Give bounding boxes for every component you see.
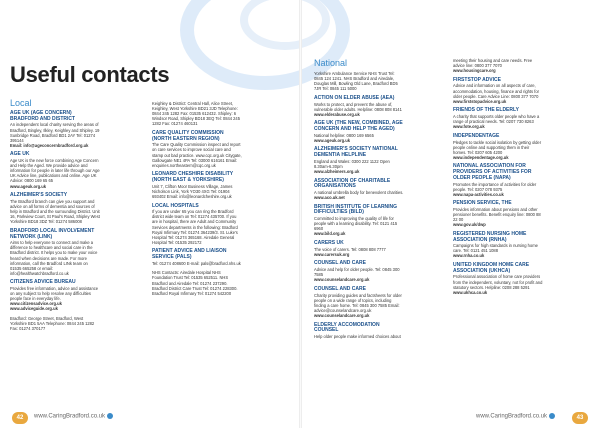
contact-details: Charity providing guides and factsheets for older people on a wide range of topics, including finding a care home. Tel: 0845 300 7585 Email: advice@counselandcare.org.uk [314, 292, 402, 313]
contact-entry [314, 121, 404, 143]
contact-entry [453, 164, 543, 196]
contact-website-link[interactable]: www.counselandcare.org.uk [314, 312, 370, 318]
contact-entry [314, 205, 404, 237]
contact-entry [453, 232, 543, 259]
contacts-column-3 [314, 58, 404, 344]
contact-website-link[interactable]: www.bild.org.uk [314, 231, 346, 237]
contact-heading: BRITISH INSTITUTE OF LEARNING DIFFICULTIES (BILD) [314, 203, 398, 216]
contact-details: Bradford: George Street, Bradford, West Yorkshire BD1 5AA Telephone: 0844 245 1282 Fax: 01274 370177 [10, 316, 95, 332]
contact-entry [314, 96, 404, 117]
contact-details: A national umbrella body for benevolent charities. [314, 190, 404, 196]
contact-details: Advice and help for older people. Tel: 0845 300 7585 [314, 267, 400, 278]
contact-entry [314, 147, 404, 174]
contact-website-link[interactable]: www.counselandcare.org.uk [314, 277, 370, 283]
contact-website-link[interactable]: www.independentage.org.uk [453, 154, 509, 160]
contact-entry [453, 108, 543, 129]
contact-website-link[interactable]: Email: info@ageconcernbradford.org.uk [10, 142, 89, 148]
contact-heading: ELDERLY ACCOMODATION COUNSEL [314, 321, 380, 334]
contact-entry [314, 287, 404, 318]
contact-entry [152, 131, 242, 168]
contact-heading: COUNSEL AND CARE [314, 260, 366, 267]
contact-details: National helpline: 0800 169 6565 [314, 132, 374, 138]
contact-heading: AGE UK (THE NEW, COMBINED, AGE CONCERN AND HELP THE AGED) [314, 120, 403, 133]
contact-heading: CITIZENS ADVICE BUREAU [10, 279, 76, 286]
contact-details: Yorkshire Ambulance Service NHS Trust Tel: 0845 124 1241. NHS Bradford and Airedale, Douglas Mill, Bowling Old Lane, Bradford BD5 7JR Tel: 0845 111 5000 [314, 71, 398, 92]
contact-entry [152, 270, 242, 295]
contact-website-link[interactable]: www.elderabuse.org.uk [314, 111, 360, 117]
page-number-left: 42 [12, 412, 28, 424]
contact-website-link[interactable]: www.fote.org.uk [453, 124, 485, 130]
contact-heading: AGE UK (AGE CONCERN) BRADFORD AND DISTRICT [10, 110, 76, 122]
contact-details: England and Wales: 0300 222 1122 Open 8.30am-6.30pm [314, 158, 390, 169]
contact-details: An independent local charity serving the areas of Bradford, Bingley, Ilkley, Keighley and Shipley. 19 Sunbridge Road, Bradford BD1 2AY Tel: 01274 395144 [10, 122, 100, 143]
contact-entry [453, 263, 543, 295]
logo-mark-icon [549, 413, 555, 419]
contact-website-link[interactable]: www.alzheimers.org.uk [314, 169, 360, 175]
contact-details: Committed to improving the quality of life for people with a learning disability. Tel: 0121 415 6960 [314, 216, 398, 232]
contact-entry [314, 261, 404, 282]
contact-website-link[interactable]: www.ukhca.co.uk [453, 289, 488, 295]
contact-heading: ALZHEIMER'S SOCIETY NATIONAL DEMENTIA HELPLINE [314, 146, 398, 159]
page-title: Useful contacts [10, 62, 170, 87]
contact-heading: ASSOCIATION OF CHARITABLE ORGANISATIONS [314, 177, 391, 190]
contact-details: Provides information about pensions and other pensioner benefits. Benefit enquiry line: 0800 88 22 00 [453, 207, 541, 223]
contact-website-link[interactable]: www.carersuk.org [314, 251, 350, 257]
contact-heading: CARE QUALITY COMMISSION (NORTH EASTERN REGION) [152, 129, 224, 142]
contact-details: Tel: 01274 408600 E-mail: pals@bradford.nhs.uk [152, 260, 241, 266]
contact-details: Help older people make informed choices about [314, 333, 401, 339]
contact-entry [10, 280, 100, 311]
contact-website-link[interactable]: www.aco.uk.net [314, 195, 345, 201]
contact-heading: PENSION SERVICE, THE [453, 200, 512, 207]
footer-website-right[interactable] [476, 413, 555, 420]
contact-details: Provides free information, advice and assistance on any subject to help resolve any difficulties people face in everyday life. [10, 286, 99, 302]
contact-details: Promotes the importance of activities for older people. Tel: 0207 078 9375 [453, 181, 537, 192]
section-subtitle: Local [10, 98, 32, 108]
contact-details: Advice and information on all aspects of care, accommodation, housing, finance and rights for older people. Care Advice Line: 0800 377 7070 [453, 83, 540, 99]
footer-website-left[interactable] [34, 413, 113, 420]
contact-details: Professional association of home care providers from the independent, voluntary, not for profit and statutory sectors. Helpline: 0208 288 5291 [453, 274, 543, 290]
contact-details: Campaigns for high standards in nursing home care. Tel: 0121 451 1088 [453, 243, 538, 254]
contact-heading: NATIONAL ASSOCIATION FOR PROVIDERS OF ACTIVITIES FOR OLDER PEOPLE (NAPA) [453, 163, 532, 181]
contact-website-link[interactable]: www.rnha.co.uk [453, 253, 485, 259]
contact-entry [10, 193, 100, 224]
contact-entry [10, 111, 100, 148]
contact-details: The voice of carers. Tel: 0808 808 7777 [314, 246, 386, 252]
contact-entry [453, 134, 543, 160]
logo-mark-icon [107, 413, 113, 419]
contact-heading: ALZHEIMER'S SOCIETY [10, 192, 68, 199]
contact-details: If you are under 65 you can ring the Bradford district wide team on Tel: 01274 435700. If you are in hospital, there are Adult and Community Services departments in the following: Bradford Royal Infirmary Tel: 01274 364239/3. St. Luke's Hospital Tel: 01274 365168. Airedale General Hospital Tel: 01535 292172 [152, 209, 238, 245]
page-number-right: 43 [572, 412, 588, 424]
contact-details: Keighley & District: Central Hall, Alice Street, Keighley, West Yorkshire BD21 3JD Telephone: 0844 245 1282 Fax: 01535 612432. Shipley: 6 Windsor Road, Shipley BD18 3EQ Tel: 0844 245 1282 Fax: 01274 460131 [152, 101, 240, 127]
contact-website-link[interactable]: www.housingcare.org [453, 68, 496, 74]
contact-heading: UNITED KINGDOM HOME CARE ASSOCIATION (UKHCA) [453, 262, 530, 274]
contact-website-link[interactable]: www.ageuk.org.uk [314, 137, 351, 143]
contact-heading: BRADFORD LOCAL INVOLVEMENT NETWORK (LINK) [10, 227, 95, 240]
contact-details: A charity that supports older people who have a range of practical needs. Tel: 0207 730 8263 [453, 114, 540, 125]
contact-entry [453, 201, 543, 227]
contact-entry [314, 241, 404, 257]
contact-details: Pledges to tackle social isolation by getting older people online and supporting them in their homes. Tel: 0207 605 4200 [453, 139, 542, 155]
contact-details: meeting their housing and care needs. Free advice line: 0800 377 7070 [453, 58, 533, 69]
contact-entry [314, 323, 404, 340]
contact-entry [10, 152, 100, 188]
contact-entry [314, 179, 404, 201]
contact-details: Works to protect, and prevent the abuse of, vulnerable older adults. Helpline: 0808 808 8141 [314, 101, 402, 112]
contacts-column-4 [453, 58, 543, 299]
contact-heading: INDEPENDENTAGE [453, 132, 500, 139]
contact-heading: LEONARD CHESHIRE DISABILITY (NORTH EAST & YORKSHIRE) [152, 171, 234, 184]
contact-entry [314, 71, 404, 91]
contact-heading: REGISTERED NURSING HOME ASSOCIATION (RNHA) [453, 230, 527, 243]
section-subtitle: National [314, 58, 348, 68]
contact-heading: LOCAL HOSPITALS [152, 202, 199, 209]
footer-url: www.CaringBradford.co.uk [34, 414, 106, 420]
contact-details: Unit 7, Clifton Moor Business Village, James Nicholson Link, York YO30 4XG Tel: 01904 693402 Email: info@leonardcheshire.org.uk [152, 183, 233, 199]
contact-heading: FIRSTSTOP ADVICE [453, 76, 501, 83]
page-gutter [299, 0, 302, 428]
contact-heading: FRIENDS OF THE ELDERLY [453, 107, 519, 114]
contact-entry [152, 204, 242, 245]
contact-entry [152, 249, 242, 266]
contact-heading: PATIENT ADVICE AND LIAISON SERVICE (PALS) [152, 248, 227, 261]
contact-website-link[interactable]: www.citizensadvice.org.uk www.adviceguide.org.uk [10, 301, 62, 312]
contact-website-link[interactable]: www.firststopadvice.org.uk [453, 98, 507, 104]
contact-website-link[interactable]: www.ageuk.org.uk [10, 183, 47, 189]
contact-website-link[interactable]: www.gov.uk/dwp [453, 222, 486, 228]
contact-details: NHS Contacts: Airedale Hospital NHS Foundation Trust Tel: 01535 652511. NHS Bradford and Airedale Tel: 01274 237290. Bradford District Care Trust Tel: 01274 228300. Bradford Royal Infirmary Tel: 01274 542200 [152, 270, 238, 296]
contacts-column-1 [10, 98, 100, 336]
contact-heading: ACTION ON ELDER ABUSE (AEA) [314, 94, 395, 101]
contact-details: The Care Quality Commission inspect and report on care services to improve social care and stamp out bad practice. www.cqc.org.uk Citygate, Gallowgate NE1 4PA Tel: 03000 616161 Email: enquiries.northeastern@cqc.org.uk [152, 142, 242, 168]
contact-heading: CARERS UK [314, 240, 344, 247]
contact-details: Aims to help everyone to connect and make a difference to healthcare and social care in the Bradford district. It helps you to make your voice heard when decisions are made. For more information, call the Bradford LINk team on 01535 665258 or email: info@healthwatchbradford.co.uk [10, 240, 98, 276]
contact-heading: AGE UK [10, 151, 30, 158]
contact-entry [152, 172, 242, 199]
contact-heading: COUNSEL AND CARE [314, 285, 366, 292]
contact-website-link[interactable]: www.napa-activities.co.uk [453, 191, 504, 197]
contact-details: Age UK is the new force combining Age Concern and Help the Aged. We provide advice and information for people in later life through our Age UK Advice line, publications and online. Age UK Advice: 0800 169 65 65 [10, 158, 100, 184]
contact-entry [453, 58, 543, 73]
contact-entry [152, 101, 242, 126]
contact-entry [10, 316, 100, 331]
contact-entry [453, 78, 543, 104]
footer-url: www.CaringBradford.co.uk [476, 414, 548, 420]
contact-details: The Bradford branch can give you support and advice on all forms of dementia and sources of help in Bradford and the surrounding District. Unit 16, Parkview Court, St Paul's Road, Shipley West Yorkshire BD18 3DZ Tel: 01274 586008 [10, 198, 100, 225]
contact-entry [10, 229, 100, 276]
contacts-column-2 [152, 101, 242, 300]
